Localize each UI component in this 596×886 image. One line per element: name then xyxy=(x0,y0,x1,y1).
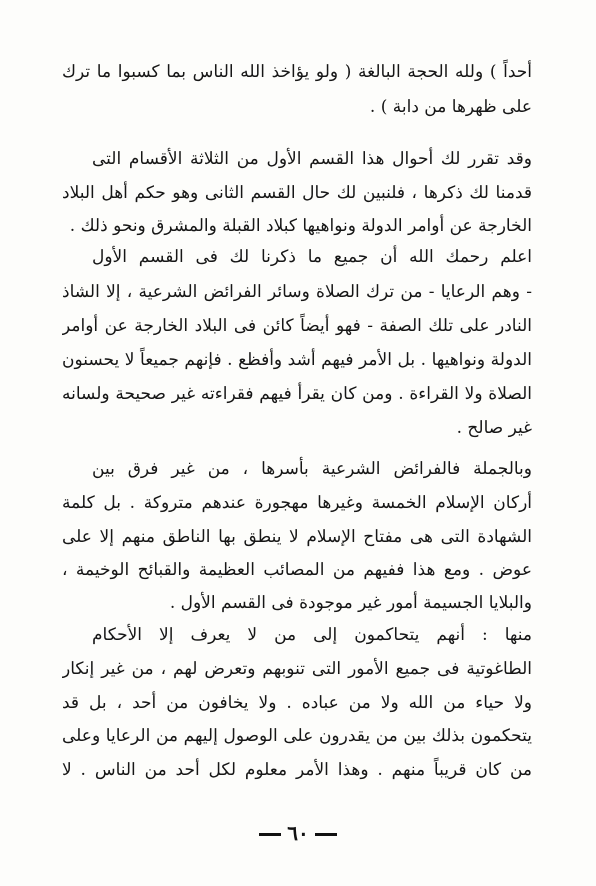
text-line: من كان قريباً منهم . وهذا الأمر معلوم لكل أحد من الناس . لا xyxy=(62,760,532,780)
text-line: اعلم رحمك الله أن جميع ما ذكرنا لك فى القسم الأول xyxy=(92,247,532,267)
page-number: ٦٠ xyxy=(287,821,309,845)
text-line: وبالجملة فالفرائض الشرعية بأسرها ، من غير فرق بين xyxy=(92,459,532,479)
text-line: أركان الإسلام الخمسة وغيرها مهجورة عندهم متروكة . بل كلمة xyxy=(62,493,532,513)
text-line: وقد تقرر لك أحوال هذا القسم الأول من الثلاثة الأقسام التى xyxy=(92,149,532,169)
text-line: على ظهرها من دابة ) . xyxy=(369,97,532,117)
text-line: الطاغوتية فى جميع الأمور التى تنوبهم وتعرض لهم ، من غير إنكار xyxy=(62,659,532,679)
text-line: عوض . ومع هذا ففيهم من المصائب العظيمة والقبائح الوخيمة ، xyxy=(62,560,532,580)
text-line: - وهم الرعايا - من ترك الصلاة وسائر الفرائض الشرعية ، إلا الشاذ xyxy=(62,282,532,302)
text-line: غير صالح . xyxy=(456,418,532,438)
text-line: منها : أنهم يتحاكمون إلى من لا يعرف إلا الأحكام xyxy=(92,625,532,645)
text-line: الدولة ونواهيها . بل الأمر فيهم أشد وأفظع . فإنهم جميعاً لا يحسنون xyxy=(62,350,532,370)
text-line: الصلاة ولا القراءة . ومن كان يقرأ فيهم فقراءته غير صحيحة ولسانه xyxy=(62,384,532,404)
text-line: الخارجة عن أوامر الدولة ونواهيها كبلاد القبلة والمشرق ونحو ذلك . xyxy=(69,216,532,236)
text-line: والبلايا الجسيمة أمور غير موجودة فى القسم الأول . xyxy=(169,593,532,613)
text-line: النادر على تلك الصفة - فهو أيضاً كائن فى البلاد الخارجة عن أوامر xyxy=(62,316,532,336)
text-line: أحداً ) ولله الحجة البالغة ( ولو يؤاخذ الله الناس بما كسبوا ما ترك xyxy=(62,62,532,82)
text-line: الشهادة التى هى مفتاح الإسلام لا ينطق بها الناطق منهم إلا على xyxy=(62,527,532,547)
page-footer xyxy=(0,818,596,848)
text-line: ولا حياء من الله ولا من عباده . ولا يخافون من أحد ، بل قد xyxy=(62,693,532,713)
dash-ornament xyxy=(259,833,281,836)
dash-ornament xyxy=(315,833,337,836)
text-line: يتحكمون بذلك بين من يقدرون على الوصول إليهم من الرعايا وعلى xyxy=(62,726,532,746)
text-line: قدمنا لك ذكرها ، فلنبين لك حال القسم الثانى وهو حكم أهل البلاد xyxy=(62,183,532,203)
